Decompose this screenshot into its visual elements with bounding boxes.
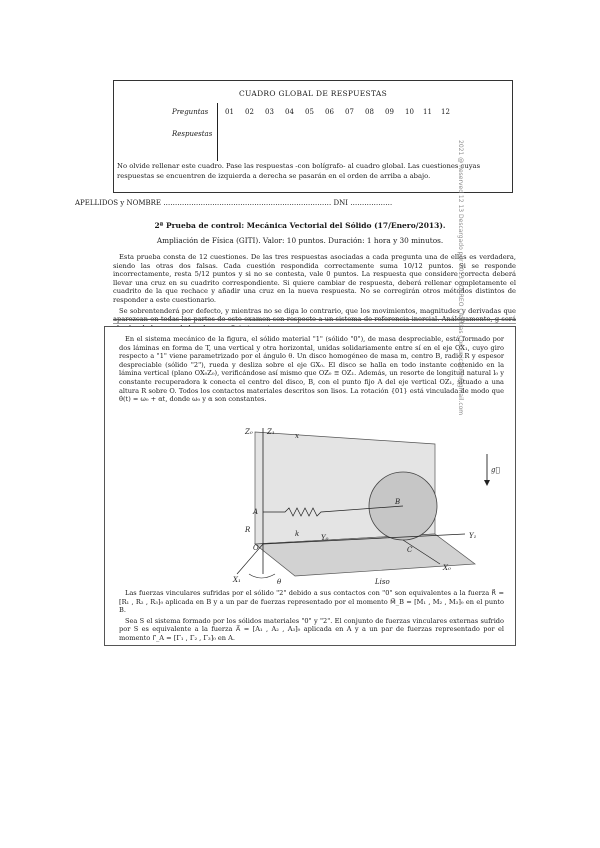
answers-label: Respuestas xyxy=(172,130,213,138)
exam-subtitle: Ampliación de Física (GITI). Valor: 10 puntos. Duración: 1 hora y 30 minutos. xyxy=(156,236,444,245)
question-number[interactable]: 09 xyxy=(385,108,394,116)
problem-paragraph: Las fuerzas vinculares sufridas por el sólido "2" debido a sus contactos con "0" son equivalentes a la fuerza R⃗ = [R₁ , R₂ , R₃]₀ aplicada en B y a un par de fuerzas representado por el momento M⃗_B = [M₁ , M₂ , M₃]₀ en el punto B. xyxy=(119,589,504,615)
questions-label: Preguntas xyxy=(172,108,209,116)
answer-box-note: No olvide rellenar este cuadro. Pase las respuestas -con bolígrafo- al cuadro global. Las cuestiones cuyas respuestas se encuentren de izquierda a derecha se pasarán en el orden de arriba a abajo. xyxy=(117,162,481,180)
label-k: k xyxy=(295,530,300,538)
label-y1: Y₁ xyxy=(469,532,477,540)
question-number[interactable]: 03 xyxy=(265,108,274,116)
problem-paragraph: En el sistema mecánico de la figura, el sólido material "1" (sólido "0"), de masa despreciable, está formado por dos láminas en forma de T, una vertical y otra horizontal, unidas solidariamente entre sí en el eje OX₁, cuyo giro respecto a "1" viene parametrizado por el ángulo θ. Un disco homogéneo de masa m, centro B, radio R y espesor despreciable (sólido "2"), rueda y desliza sobre el eje GX₀. El disco se halla en todo instante contenido en la lámina vertical (plano OX₀Z₀), verificándose así mismo que OZ₀ ≡ OZ₁. Además, un resorte de longitud natural l₀ y constante recuperadora k conecta el centro del disco, B, con el punto fijo A del eje vertical OZ₁, situado a una altura R sobre O. Todos los contactos materiales descritos son lisos. La rotación {01} está vinculada de modo que θ̇(t) = ω₀ + αt, donde ω₀ y α son constantes. xyxy=(119,335,504,404)
instructions-paragraph: Se sobrentenderá por defecto, y mientras no se diga lo contrario, que los movimientos, magnitudes y derivadas que xyxy=(119,306,516,315)
answer-box-divider xyxy=(217,103,218,161)
label-a: A xyxy=(253,508,259,516)
label-o: O xyxy=(253,544,259,552)
label-g: g⃗ xyxy=(491,466,500,474)
problem-continuation xyxy=(119,589,504,645)
question-number[interactable]: 07 xyxy=(345,108,354,116)
answer-box-title: CUADRO GLOBAL DE RESPUESTAS xyxy=(238,89,388,98)
watermark-text: 2021 @ Reserved 12 13 Descargado por 2013 CORREO Ciencias Comunicacion@gmail.com xyxy=(457,140,464,416)
label-y0: Y₀ xyxy=(321,534,329,542)
mechanism-figure xyxy=(225,424,505,586)
problem-paragraph: Sea S el sistema formado por los sólidos materiales "0" y "2". El conjunto de fuerzas vinculares externas sufrido por S es equivalente a la fuerza A⃗ = [A₁ , A₂ , A₃]₀ aplicada en A y a un par de fuerzas representado por el momento Γ⃗_A = [Γ₁ , Γ₂ , Γ₃]₀ en A. xyxy=(119,616,504,642)
x1-axis xyxy=(237,544,263,574)
label-b: B xyxy=(395,498,401,506)
instructions-paragraph: Esta prueba consta de 12 cuestiones. De las tres respuestas asociadas a cada pregunta una de ellas es verdadera, siendo las otras dos falsas. Cada cuestión respondida correctamente suma 10/12 puntos. Si se responde incorrectamente, resta 5/12 puntos y si no se contesta, vale 0 puntos. La respuesta que considere correcta deberá llevar una cruz en su cuadrito correspondiente. Si quiere cambiar de respuesta, deberá rellenar completamente el cuadrito de la que rechace y añadir una cruz en la nueva respuesta. No se corregirán otros métodos distintos de responder a este cuestionario. xyxy=(113,253,516,304)
question-number[interactable]: 08 xyxy=(365,108,374,116)
question-number[interactable]: 12 xyxy=(441,108,450,116)
gravity-arrowhead xyxy=(484,480,490,486)
label-z1: Z₁ xyxy=(267,428,275,436)
label-lisos: Liso xyxy=(375,578,390,586)
name-field-line[interactable]: APELLIDOS y NOMBRE ……………………………………………………………… DNI ……………… xyxy=(75,199,393,207)
label-c: C xyxy=(407,546,413,554)
label-r: R xyxy=(245,526,251,534)
question-number[interactable]: 02 xyxy=(245,108,254,116)
question-number[interactable]: 05 xyxy=(305,108,314,116)
exam-title: 2ª Prueba de control: Mecánica Vectorial del Sólido (17/Enero/2013). xyxy=(154,221,446,230)
theta-arc xyxy=(249,574,275,578)
question-number[interactable]: 06 xyxy=(325,108,334,116)
label-x0: X₀ xyxy=(443,564,451,572)
label-z0: Z₀ xyxy=(245,428,253,436)
label-x1: X₁ xyxy=(233,576,241,584)
side-watermark xyxy=(449,140,463,560)
problem-statement xyxy=(119,335,504,404)
question-number[interactable]: 10 xyxy=(405,108,414,116)
label-theta: θ xyxy=(277,578,282,586)
question-number[interactable]: 04 xyxy=(285,108,294,116)
label-x: x xyxy=(295,432,299,440)
question-number[interactable]: 11 xyxy=(423,108,432,116)
question-number[interactable]: 01 xyxy=(225,108,234,116)
